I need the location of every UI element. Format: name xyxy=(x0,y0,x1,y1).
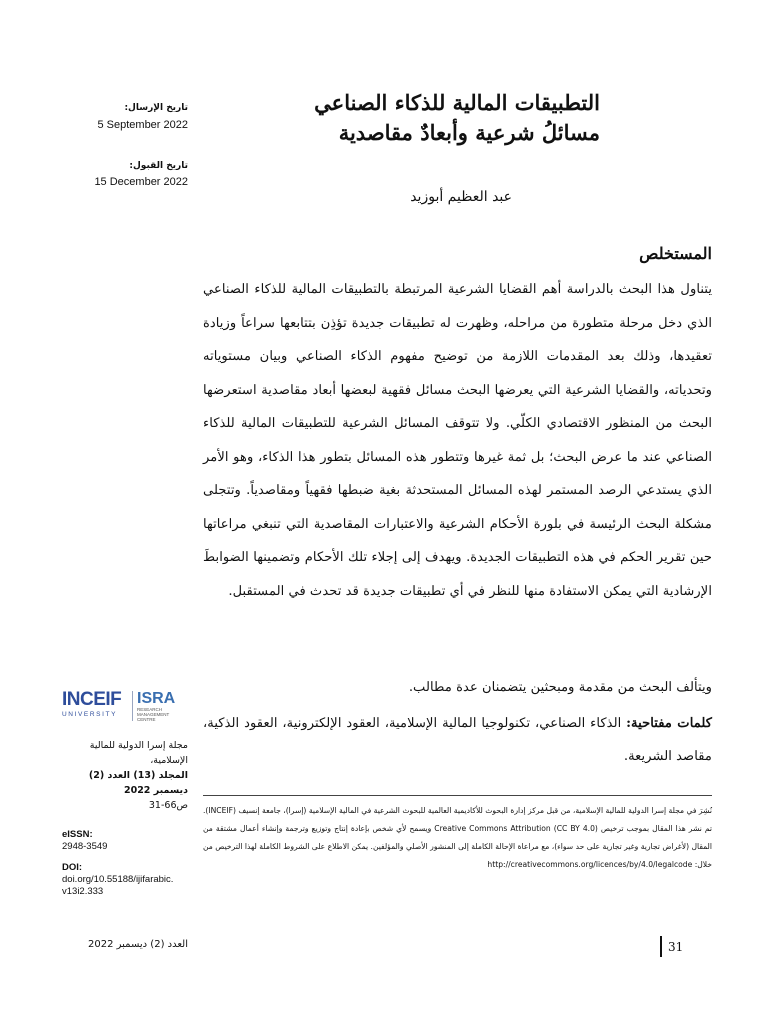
isra-logo xyxy=(137,690,187,722)
footnote-divider xyxy=(203,795,712,796)
logo-divider xyxy=(132,691,133,721)
sent-date: 5 September 2022 xyxy=(97,119,188,131)
keywords-label: كلمات مفتاحية: xyxy=(626,716,712,731)
isra-subtitle-1: RESEARCH xyxy=(137,707,163,712)
abstract-last-line: ويتألف البحث من مقدمة ومبحثين يتضمنان عدة مطالب. xyxy=(408,680,712,695)
license-footnote: نُشِرَ في مجلة إسرا الدولية للمالية الإسلامية، من قبل مركز إدارة البحوث للأكاديمية العالمية للبحوث الشرعية في المالية الإسلامية (إسرا)، جامعة إنسيف (INCEIF). تم نشر هذا المقال بموجب ترخيص Creative Commons Attribution (CC BY 4.0) ويسمح لأي شخص بإعادة إنتاج وتوزيع وترجمة وإنشاء أعمال مشتقة من المقال (لأغراض تجارية وغير تجارية على حد سواء)، مع مراعاة الإحالة الكاملة إلى المنشور الأصلي والمؤلفين. يمكن الاطلاع على الشروط الكاملة لهذا الترخيص من خلال: http://creativecommons.org/licences/by/4.0/legalcode xyxy=(203,806,713,869)
abstract-body xyxy=(203,273,712,608)
author-name: عبد العظيم أبوزيد xyxy=(410,189,512,205)
footer-bar xyxy=(660,936,662,957)
page-number: 31 xyxy=(668,940,684,954)
journal-volume: المجلد (13) العدد (2) xyxy=(88,770,188,781)
abstract-text: يتناول هذا البحث بالدراسة أهم القضايا الشرعية المرتبطة بالتطبيقات المالية للذكاء الصناعي الذي دخل مرحلة متطورة من مراحله، وظهرت له تطبيقات جديدة تؤذِن بتتابعها سراعاً وزيادة تعقيدها، وذلك بعد المقدمات اللازمة من توضيح مفهوم الذكاء الصناعي وبيان مستوياته وتحدياته، والقضايا الشرعية التي يعرضها البحث مسائل فقهية لبعضها أبعاد مقاصدية استعرضها البحث من المنظور الاقتصادي الكلّي. ولا تتوقف المسائل الشرعية للتطبيقات المالية للذكاء الصناعي عند ما عرض البحث؛ بل ثمة غيرها وتتطور هذه المسائل بتطور هذا الذكاء، وهو الأمر الذي يستدعي الرصد المستمر لهذه المسائل المستحدثة بغية ضبطها فقهياً ومقاصدياً. وتتجلى مشكلة البحث الرئيسة في بلورة الأحكام الشرعية والاعتبارات المقاصدية التي تنبغي مراعاتها حين تقرير الحكم في هذه التطبيقات الجديدة. ويهدف إلى إجلاء تلك الأحكام وتضمينها الضوابطَ الإرشادية التي يمكن الاستفادة منها للنظر في أي تطبيقات جديدة قد تحدث في المستقبل. xyxy=(203,282,712,599)
doi-label: DOI: xyxy=(62,862,83,873)
journal-info xyxy=(40,738,188,813)
journal-month: ديسمبر 2022 xyxy=(123,785,188,796)
journal-pages: ص66-31 xyxy=(148,800,188,811)
inceif-logo xyxy=(62,690,130,719)
sent-date-label: تاريخ الإرسال: xyxy=(124,103,188,113)
accepted-date-label: تاريخ القبول: xyxy=(129,161,188,171)
journal-name-line2: الإسلامية، xyxy=(150,755,188,766)
isra-subtitle-2: MANAGEMENT xyxy=(137,712,170,717)
isra-wordmark: ISRA xyxy=(137,690,176,707)
doi-value-line2[interactable]: v13i2.333 xyxy=(62,886,104,897)
inceif-wordmark: INCEIF xyxy=(62,689,122,710)
paper-title-line2: مسائلُ شرعية وأبعادٌ مقاصدية xyxy=(338,120,600,145)
keywords xyxy=(203,707,712,773)
isra-subtitle-3: CENTRE xyxy=(137,717,156,722)
identifiers xyxy=(62,829,192,898)
footer-issue: العدد (2) ديسمبر 2022 xyxy=(88,939,188,950)
accepted-date: 15 December 2022 xyxy=(94,176,188,188)
publisher-logos xyxy=(62,690,187,724)
abstract-heading: المستخلص xyxy=(639,244,712,263)
paper-title-line1: التطبيقات المالية للذكاء الصناعي xyxy=(314,90,600,115)
eissn-value: 2948-3549 xyxy=(62,841,108,852)
inceif-subtitle: UNIVERSITY xyxy=(62,711,118,718)
doi-value-line1[interactable]: doi.org/10.55188/ijifarabic. xyxy=(62,874,174,885)
eissn-label: eISSN: xyxy=(62,829,93,840)
keywords-text: الذكاء الصناعي، تكنولوجيا المالية الإسلامية، العقود الإلكترونية، العقود الذكية، مقاصد الشريعة. xyxy=(203,716,712,764)
journal-name-line1: مجلة إسرا الدولية للمالية xyxy=(89,740,188,751)
